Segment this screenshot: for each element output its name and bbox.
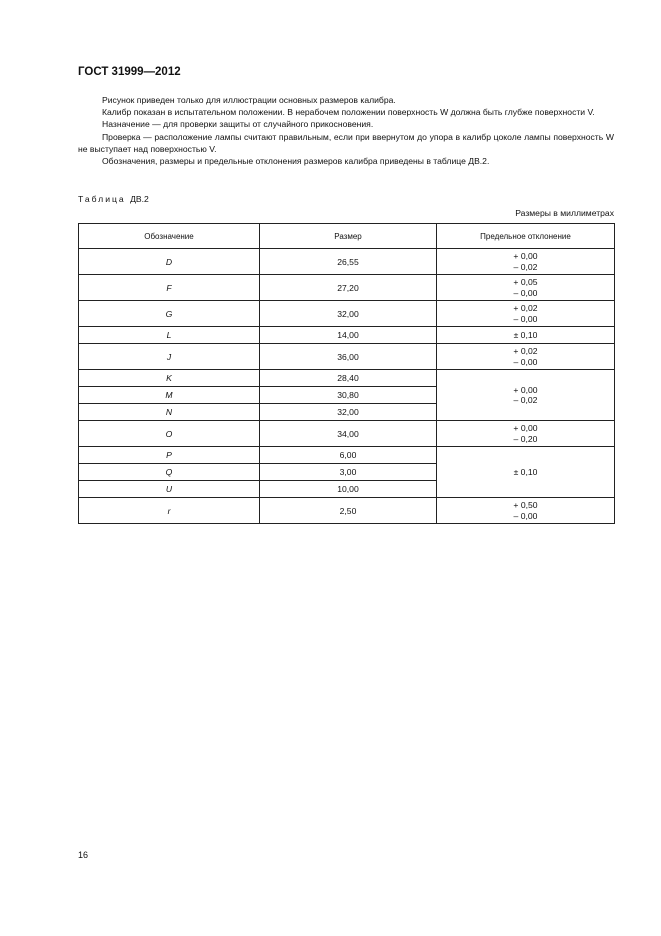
table-row bbox=[79, 249, 615, 275]
symbol-cell: O bbox=[79, 421, 260, 447]
tolerance-minus: – 0,00 bbox=[513, 356, 538, 367]
tolerance-cell bbox=[437, 344, 615, 370]
dimensions-table bbox=[78, 223, 615, 524]
symbol-cell: K bbox=[79, 370, 260, 387]
symbol-cell: P bbox=[79, 447, 260, 464]
tolerance-minus: – 0,20 bbox=[513, 433, 538, 444]
table-row bbox=[79, 447, 615, 464]
size-cell: 2,50 bbox=[260, 498, 437, 524]
table-row bbox=[79, 498, 615, 524]
table-row bbox=[79, 421, 615, 447]
paragraph: Калибр показан в испытательном положении. В нерабочем положении поверхность W должна быть глубже поверхности V. bbox=[102, 107, 595, 118]
tolerance-plus: + 0,50 bbox=[513, 500, 538, 510]
tolerance-plus: + 0,00 bbox=[513, 251, 538, 261]
size-cell: 34,00 bbox=[260, 421, 437, 447]
table-header-row bbox=[79, 224, 615, 249]
tolerance-cell: ± 0,10 bbox=[437, 327, 615, 344]
tolerance-cell-group bbox=[437, 370, 615, 421]
size-cell: 26,55 bbox=[260, 249, 437, 275]
tolerance-cell bbox=[437, 249, 615, 275]
symbol-cell: Q bbox=[79, 464, 260, 481]
tolerance-minus: – 0,02 bbox=[513, 261, 538, 272]
symbol-cell: D bbox=[79, 249, 260, 275]
tolerance-minus: – 0,00 bbox=[513, 313, 538, 324]
tolerance-cell bbox=[437, 421, 615, 447]
paragraph: Назначение — для проверки защиты от случайного прикосновения. bbox=[102, 119, 374, 130]
tolerance-plus: + 0,00 bbox=[513, 384, 538, 395]
table-row bbox=[79, 327, 615, 344]
symbol-cell: G bbox=[79, 301, 260, 327]
paragraph: Проверка — расположение лампы считают правильным, если при ввернутом до упора в калибр цоколе лампы поверхность W не выступает над поверхностью V. bbox=[78, 131, 614, 154]
column-header: Размер bbox=[260, 224, 437, 249]
table-row bbox=[79, 344, 615, 370]
column-header: Обозначение bbox=[79, 224, 260, 249]
tolerance-cell bbox=[437, 275, 615, 301]
size-cell: 10,00 bbox=[260, 481, 437, 498]
size-cell: 32,00 bbox=[260, 404, 437, 421]
body-text bbox=[78, 94, 614, 167]
symbol-cell: L bbox=[79, 327, 260, 344]
size-cell: 32,00 bbox=[260, 301, 437, 327]
table-units: Размеры в миллиметрах bbox=[515, 208, 614, 218]
tolerance-cell bbox=[437, 301, 615, 327]
symbol-cell: r bbox=[79, 498, 260, 524]
table-row bbox=[79, 275, 615, 301]
symbol-cell: F bbox=[79, 275, 260, 301]
tolerance-cell-group: ± 0,10 bbox=[437, 447, 615, 498]
symbol-cell: U bbox=[79, 481, 260, 498]
column-header: Предельное отклонение bbox=[437, 224, 615, 249]
size-cell: 28,40 bbox=[260, 370, 437, 387]
size-cell: 3,00 bbox=[260, 464, 437, 481]
table-caption-word: Таблица bbox=[78, 194, 126, 204]
tolerance-minus: – 0,00 bbox=[513, 287, 538, 298]
table-caption-number: ДВ.2 bbox=[130, 194, 149, 204]
tolerance-plus: + 0,02 bbox=[513, 346, 538, 356]
size-cell: 6,00 bbox=[260, 447, 437, 464]
size-cell: 27,20 bbox=[260, 275, 437, 301]
tolerance-minus: – 0,02 bbox=[513, 395, 538, 405]
tolerance-plus: + 0,05 bbox=[513, 277, 538, 287]
page-number: 16 bbox=[78, 850, 89, 860]
size-cell: 14,00 bbox=[260, 327, 437, 344]
paragraph: Рисунок приведен только для иллюстрации основных размеров калибра. bbox=[102, 95, 396, 105]
tolerance-minus: – 0,00 bbox=[513, 510, 538, 521]
tolerance-plus: + 0,02 bbox=[513, 303, 538, 313]
tolerance-plus: + 0,00 bbox=[513, 423, 538, 433]
size-cell: 30,80 bbox=[260, 387, 437, 404]
symbol-cell: M bbox=[79, 387, 260, 404]
table-row bbox=[79, 370, 615, 387]
size-cell: 36,00 bbox=[260, 344, 437, 370]
tolerance-cell bbox=[437, 498, 615, 524]
table-row bbox=[79, 301, 615, 327]
paragraph: Обозначения, размеры и предельные отклонения размеров калибра приведены в таблице ДВ.2. bbox=[102, 156, 490, 167]
document-header: ГОСТ 31999—2012 bbox=[78, 66, 181, 78]
symbol-cell: N bbox=[79, 404, 260, 421]
table-caption bbox=[78, 194, 149, 204]
symbol-cell: J bbox=[79, 344, 260, 370]
